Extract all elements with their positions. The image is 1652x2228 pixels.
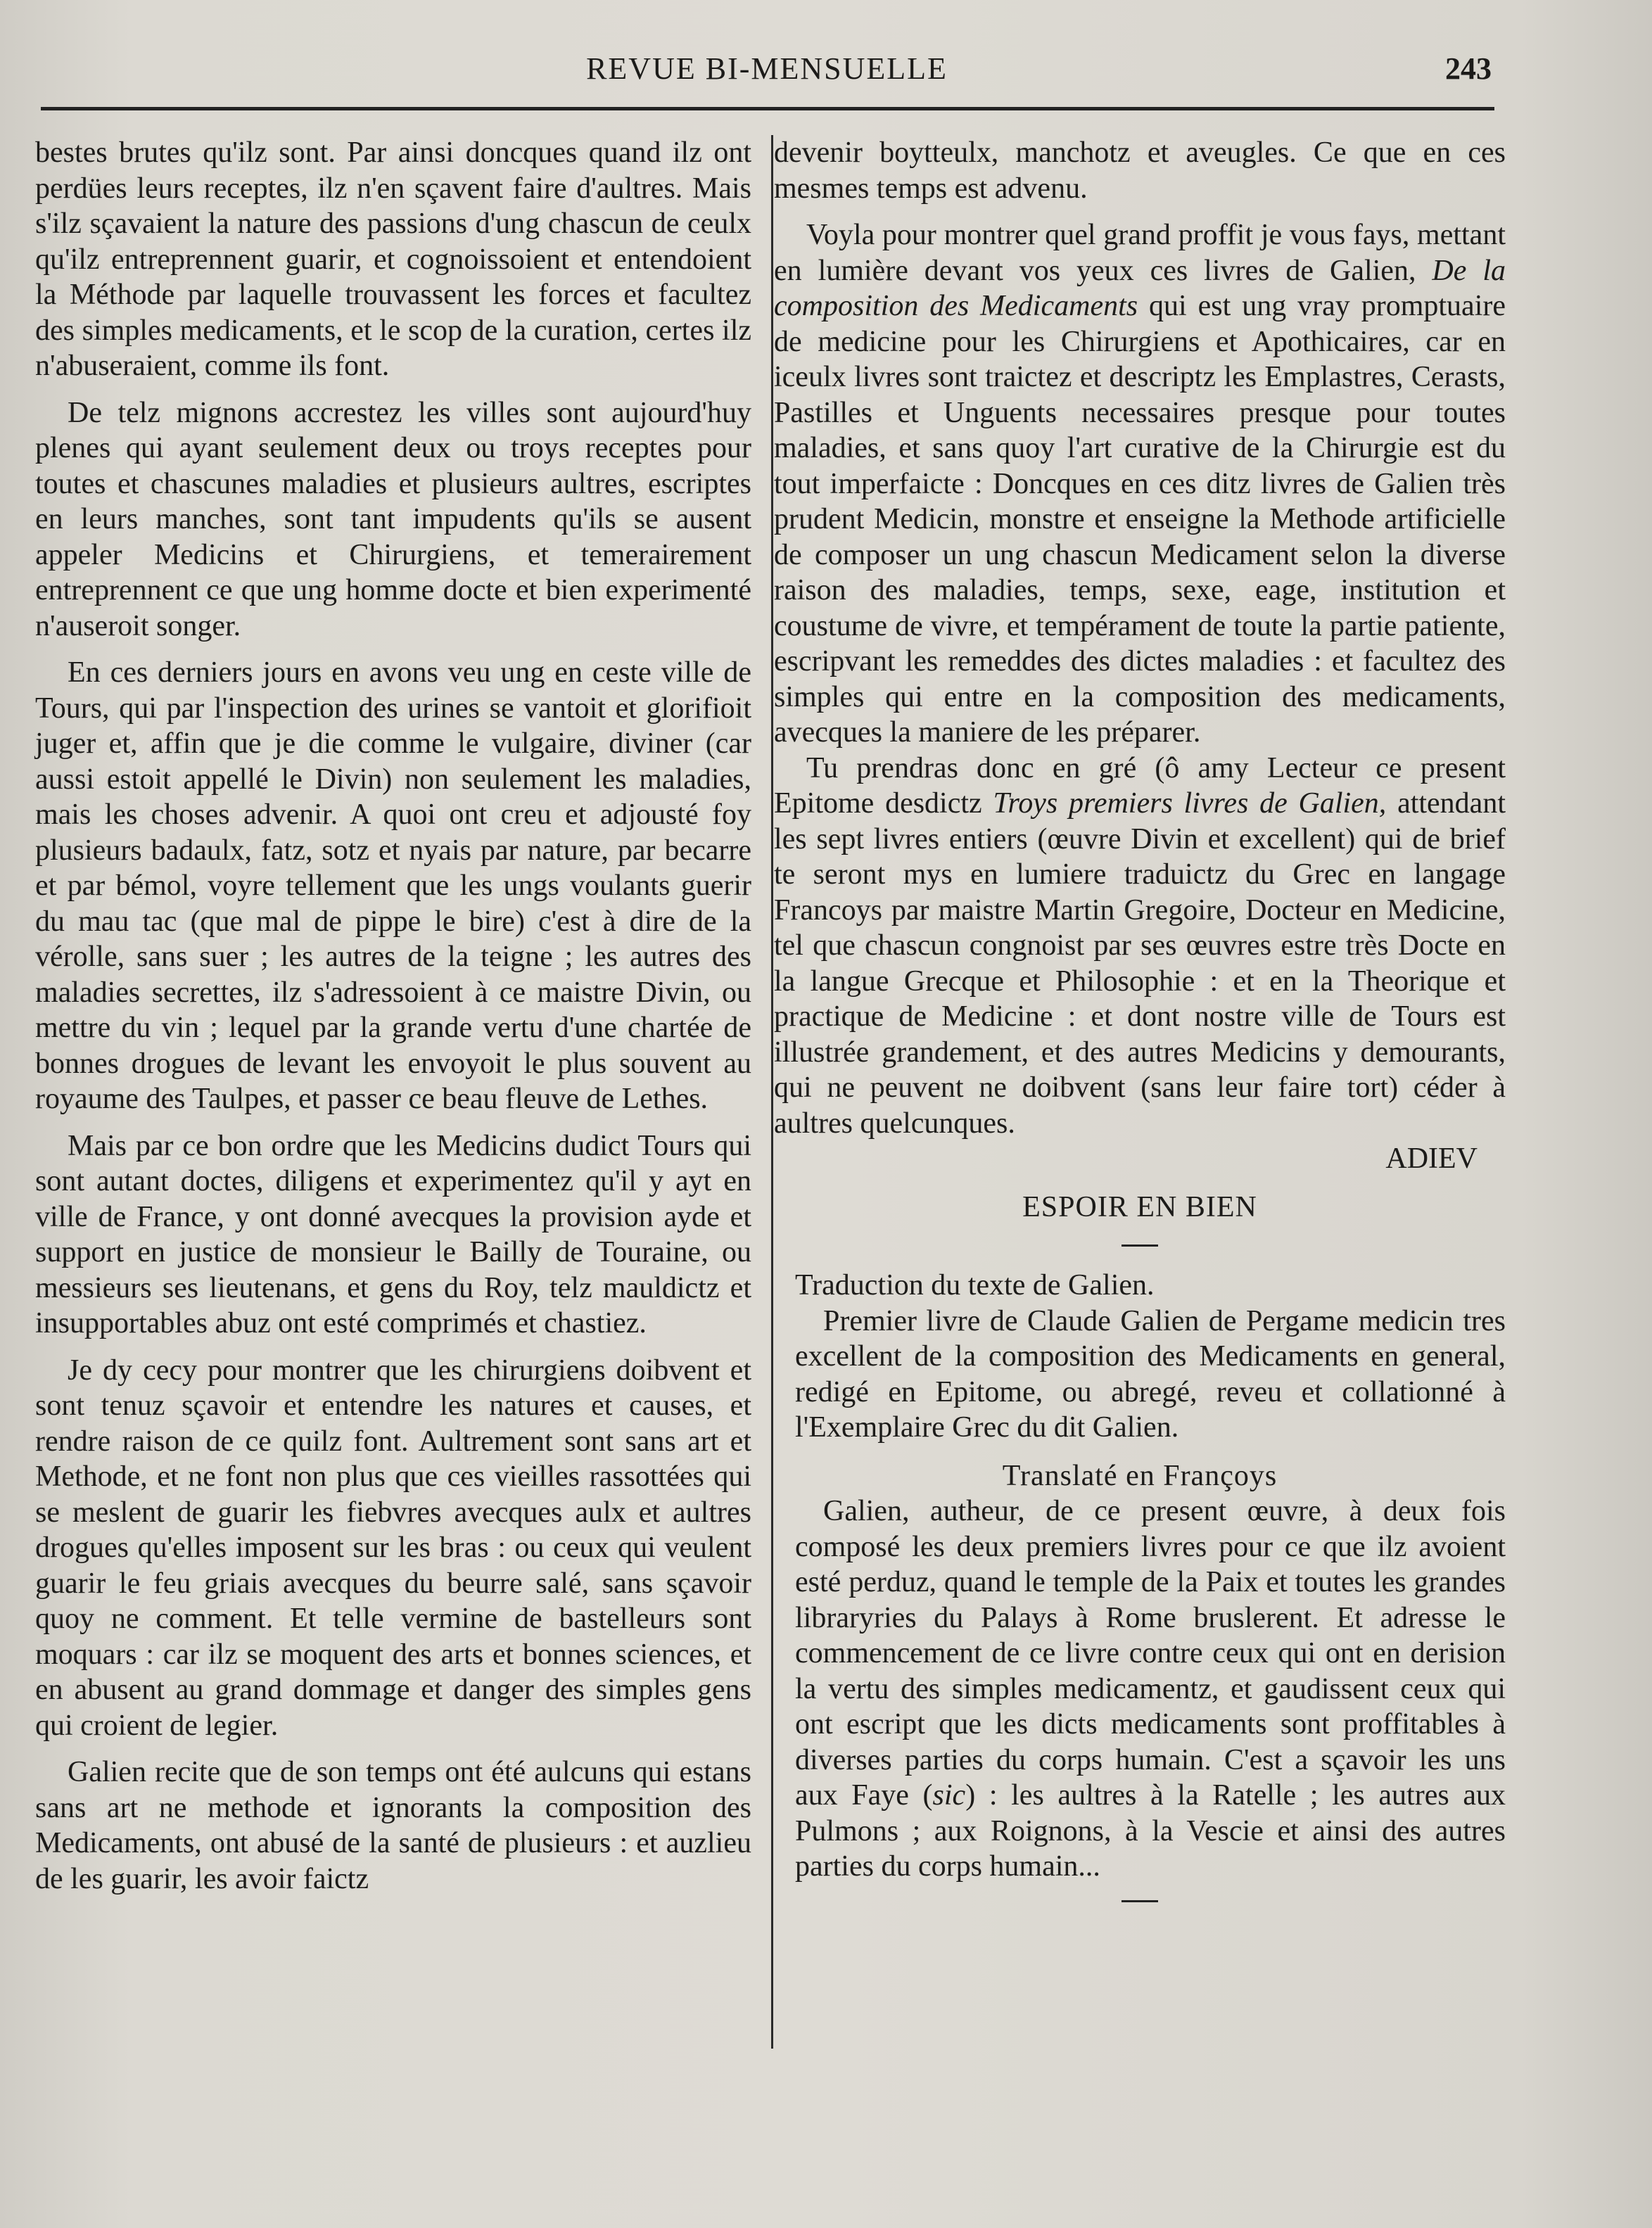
page-header <box>42 51 1492 100</box>
adiev-signoff: ADIEV <box>1385 1142 1478 1175</box>
translated-heading: Translaté en Françoys <box>1002 1459 1278 1492</box>
book-title-italic: De la composition des Medicaments <box>774 254 1506 322</box>
right-paragraph-3-text-a: Tu prendras donc en gré (ô amy Lecteur ce present Epitome desdictz <box>774 751 1506 820</box>
column-divider <box>771 135 773 2049</box>
right-paragraph-2-text-a: Voyla pour montrer quel grand proffit je vous fays, mettant en lumière devant vos yeux ces livres de Galien, <box>774 219 1506 287</box>
page-number: 243 <box>1445 51 1492 86</box>
left-paragraph-6: Galien recite que de son temps ont été aulcuns qui estans sans art ne methode et ignorants la composition des Medicaments, ont abusé de la santé de plusieurs : et auzlieu de les guarir, les avoir faictz <box>35 1756 751 1895</box>
running-title: REVUE BI-MENSUELLE <box>586 51 948 86</box>
right-paragraph-5-text-a: Galien, autheur, de ce present œuvre, à deux fois composé les deux premiers livres pour ce que ilz avoient esté perduz, quand le temple de la Paix et toutes les grandes libraryries du Palays à Rome bruslerent. Et adresse le commencement de ce livre contre ceux qui ont en derision la vertu des simples medicamentz, et gaudissent ceux qui ont escript que les dicts medicaments sont proffitables à diverses parties du corps humain. C'est a sçavoir les uns aux Faye ( <box>795 1495 1506 1812</box>
left-paragraph-4: Mais par ce bon ordre que les Medicins dudict Tours qui sont autant doctes, diligens et experimentez qu'il y ayt en ville de France, y ont donné avecques la provision ayde et support en justice de monsieur le Bailly de Touraine, ou messieurs ses lieutenans, et gens du Roy, telz mauldictz et insupportables abuz ont esté comprimés et chastiez. <box>35 1129 751 1339</box>
right-paragraph-3 <box>774 751 1506 1142</box>
right-paragraph-5 <box>774 1494 1506 1885</box>
right-paragraph-1: devenir boytteulx, manchotz et aveugles. Ce que en ces mesmes temps est advenu. <box>774 136 1506 205</box>
left-column <box>35 135 751 1897</box>
section-rule <box>1122 1245 1158 1247</box>
end-rule <box>1122 1900 1158 1902</box>
right-paragraph-3-text-b: attendant les sept livres entiers (œuvre Divin et excellent) qui de brief te seront mys en lumiere traduictz du Grec en langage Francoys par maistre Martin Gregoire, Docteur en Medicine, tel que chascun congnoist par ses œuvres estre très Docte en la langue Grecque et Philosophie : et en la Theorique et practique de Medicine : et dont nostre ville de Tours est illustrée grandement, et des autres Medicins y demourants, qui ne peuvent ne doibvent (sans leur faire tort) céder à aultres quelcunques. <box>774 787 1506 1140</box>
left-paragraph-5: Je dy cecy pour montrer que les chirurgiens doibvent et sont tenuz sçavoir et entendre les natures et causes, et rendre raison de ce quilz font. Aultrement sont sans art et Methode, et ne font non plus que ces vieilles rassottées qui se meslent de guarir les fiebvres avecques aulx et aultres drogues qu'elles imposent sur les bras : ou ceux qui veulent guarir le feu griais avecques du beurre salé, sans sçavoir quoy ne comment. Et telle vermine de bastelleurs sont moquars : car ilz se moquent des arts et bonnes sciences, et en abusent au grand dommage et danger des simples gens qui croient de legier. <box>35 1354 751 1742</box>
epitome-title-italic: Troys premiers livres de Galien, <box>993 787 1387 820</box>
motto-heading: ESPOIR EN BIEN <box>1022 1190 1257 1223</box>
left-paragraph-1: bestes brutes qu'ilz sont. Par ainsi doncques quand ilz ont perdües leurs receptes, ilz n'en sçavent faire d'aultres. Mais s'ilz sçavaient la nature des passions d'ung chascun de ceulx qu'ilz entreprennent guarir, et cognoissoient et entendoient la Méthode par laquelle trouvassent les forces et facultez des simples medicaments, et le scop de la curation, certes ilz n'abuseraient, comme ils font. <box>35 136 751 382</box>
right-paragraph-5-text-b: ) : les aultres à la Ratelle ; les autres aux Pulmons ; aux Roignons, à la Vescie et ainsi des autres parties du corps humain... <box>795 1779 1506 1883</box>
right-paragraph-4: Premier livre de Claude Galien de Pergame medicin tres excellent de la composition des Medicaments en general, redigé en Epitome, ou abregé, reveu et collationné à l'Exemplaire Grec du dit Galien. <box>795 1304 1506 1444</box>
left-paragraph-3: En ces derniers jours en avons veu ung en ceste ville de Tours, qui par l'inspection des urines se vantoit et glorifioit juger et, affin que je die comme le vulgaire, diviner (car aussi estoit appellé le Divin) non seulement les maladies, mais les choses advenir. A quoi ont creu et adjousté foy plusieurs badaulx, fatz, sotz et nyais par nature, par becarre et par bémol, voyre tellement que les ungs voulants guerir du mau tac (que mal de pippe le bire) c'est à dire de la vérolle, sans suer ; les autres de la teigne ; les autres des maladies secrettes, ilz s'adressoient à ce maistre Divin, ou mettre du vin ; lequel par la grande vertu d'une chartée de bonnes drogues de levant les envoyoit le plus souvent au royaume des Taulpes, et passer ce beau fleuve de Lethes. <box>35 656 751 1115</box>
sic-italic: sic <box>932 1779 966 1812</box>
right-column <box>774 135 1506 1923</box>
translation-heading: Traduction du texte de Galien. <box>795 1269 1155 1301</box>
header-rule <box>41 107 1494 110</box>
right-paragraph-2 <box>774 217 1506 751</box>
left-paragraph-2: De telz mignons accrestez les villes sont aujourd'huy plenes qui ayant seulement deux ou troys receptes pour toutes et chascunes maladies et plusieurs aultres, escriptes en leurs manches, sont tant impudents qu'ils se ausent appeler Medicins et Chirurgiens, et temerairement entreprennent ce que ung homme docte et bien experimenté n'auseroit songer. <box>35 396 751 642</box>
right-paragraph-2-text-b: qui est ung vray promptuaire de medicine pour les Chirurgiens et Apothicaires, car en iceulx livres sont traictez et descriptz les Emplastres, Cerasts, Pastilles et Unguents necessaires presque pour toutes maladies, et sans quoy l'art curative de la Chirurgie est du tout imperfaicte : Doncques en ces ditz livres de Galien très prudent Medicin, monstre et enseigne la Methode artificielle de composer un ung chascun Medicament selon la diverse raison des maladies, temps, sexe, eage, institution et coustume de vivre, et tempérament de toute la partie patiente, escripvant les remeddes des dictes maladies : et facultez des simples qui entre en la composition des medicaments, avecques la maniere de les préparer. <box>774 290 1506 749</box>
